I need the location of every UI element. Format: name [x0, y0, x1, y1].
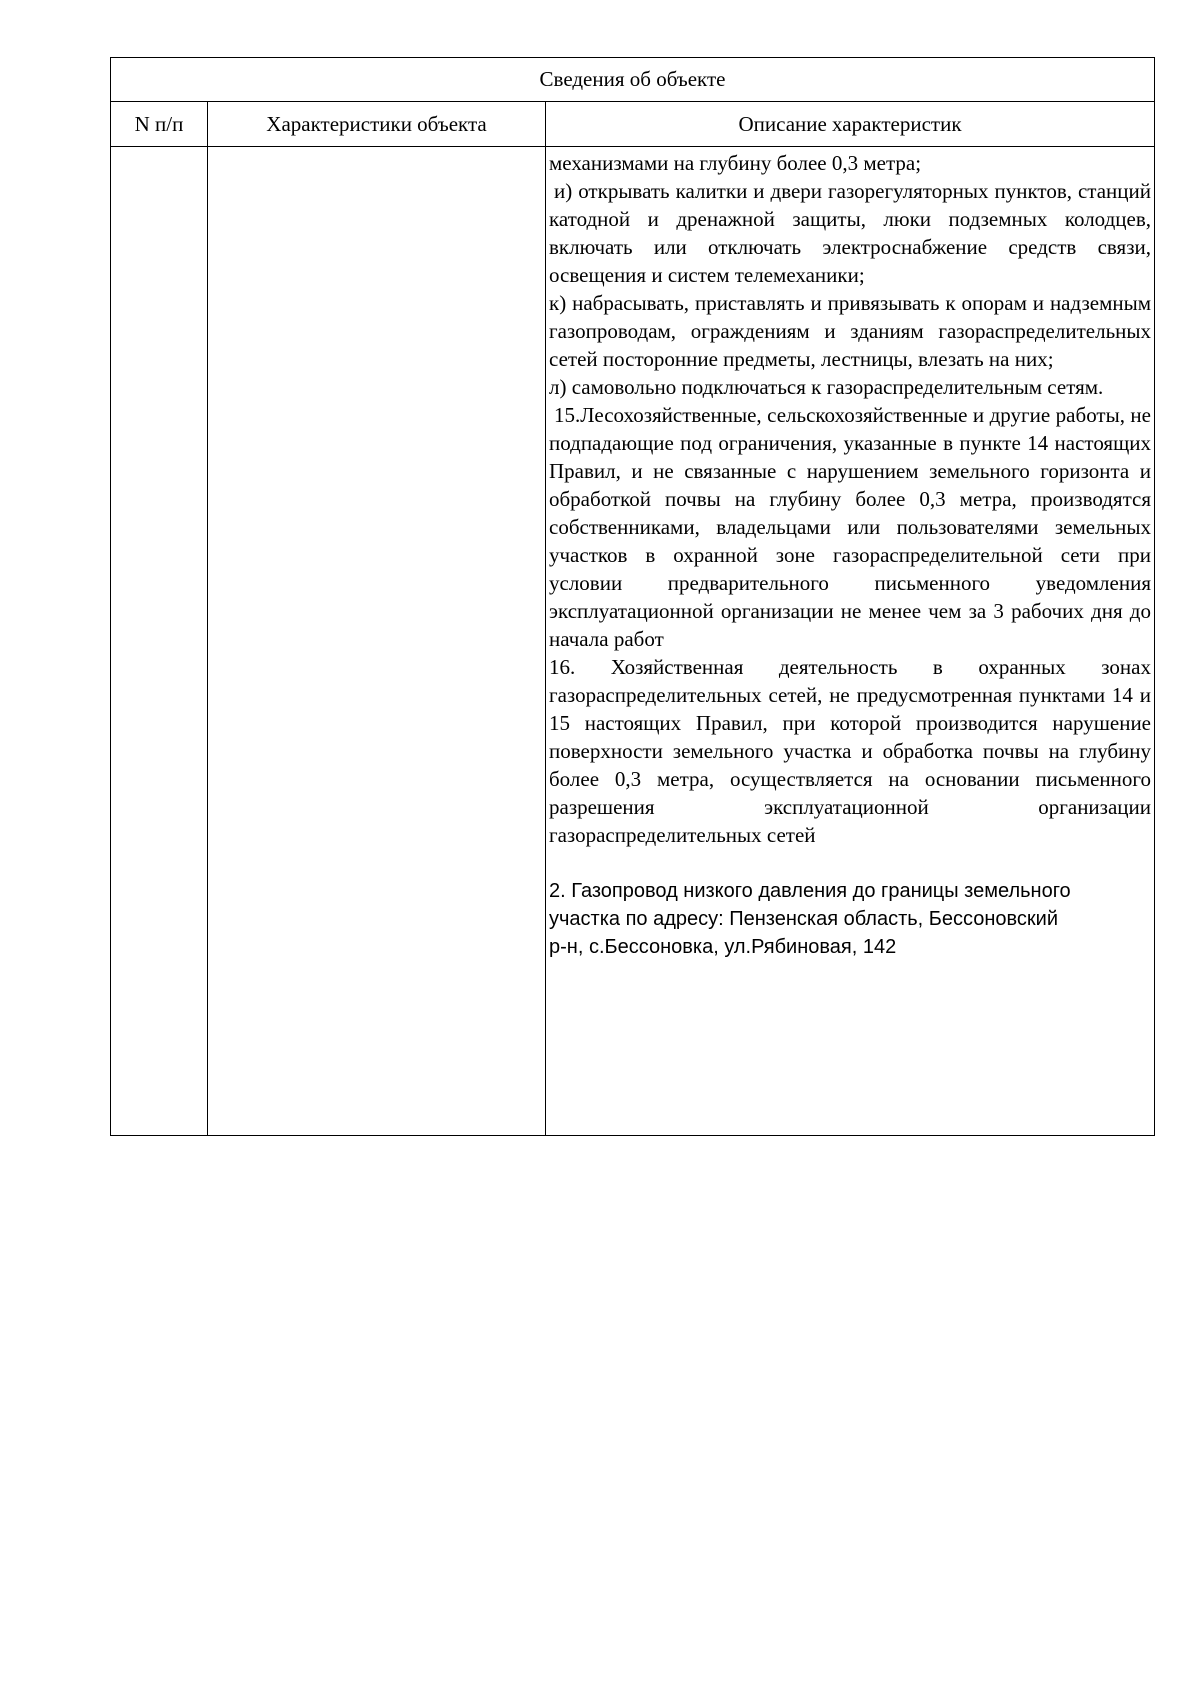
description-paragraph: механизмами на глубину более 0,3 метра; — [549, 151, 922, 175]
address-line: р-н, с.Бессоновка, ул.Рябиновая, 142 — [549, 936, 897, 958]
address-line: участка по адресу: Пензенская область, Бессоновский — [549, 908, 1059, 930]
description-paragraph: к) набрасывать, приставлять и привязывать к опорам и надземным газопроводам, ограждениям и зданиям газораспределительных сетей посторонние предметы, лестницы, влезать на них; — [549, 291, 1151, 371]
row-description-cell — [546, 147, 1155, 1136]
description-paragraph: и) открывать калитки и двери газорегуляторных пунктов, станций катодной и дренажной защиты, люки подземных колодцев, включать или отключать электроснабжение средств связи, освещения и систем телемеханики; — [549, 179, 1151, 287]
column-header-description: Описание характеристик — [546, 102, 1155, 147]
description-text — [546, 147, 1154, 961]
description-paragraph: 15.Лесохозяйственные, сельскохозяйственные и другие работы, не подпадающие под ограничения, указанные в пункте 14 настоящих Правил, и не связанные с нарушением земельного горизонта и обработкой почвы на глубину более 0,3 метра, производятся собственниками, владельцами или пользователями земельных участков в охранной зоне газораспределительной сети при условии предварительного письменного уведомления эксплуатационной организации не менее чем за 3 рабочих дня до начала работ — [549, 403, 1151, 651]
row-number-cell — [111, 147, 208, 1136]
table-title-row — [111, 58, 1155, 102]
column-header-number: N п/п — [111, 102, 208, 147]
column-header-characteristics: Характеристики объекта — [208, 102, 546, 147]
table-row — [111, 147, 1155, 1136]
table-header-row — [111, 102, 1155, 147]
description-paragraph: 16. Хозяйственная деятельность в охранных зонах газораспределительных сетей, не предусмотренная пунктами 14 и 15 настоящих Правил, при которой производится нарушение поверхности земельного участка и обработка почвы на глубину более 0,3 метра, осуществляется на основании письменного разрешения эксплуатационной организации газораспределительных сетей — [549, 655, 1151, 847]
paragraph-spacer — [549, 849, 1151, 877]
address-line: 2. Газопровод низкого давления до границы земельного — [549, 880, 1071, 902]
object-info-table — [110, 57, 1155, 1136]
table-title: Сведения об объекте — [111, 58, 1155, 102]
description-paragraph: л) самовольно подключаться к газораспределительным сетям. — [549, 375, 1104, 399]
row-characteristic-cell — [208, 147, 546, 1136]
